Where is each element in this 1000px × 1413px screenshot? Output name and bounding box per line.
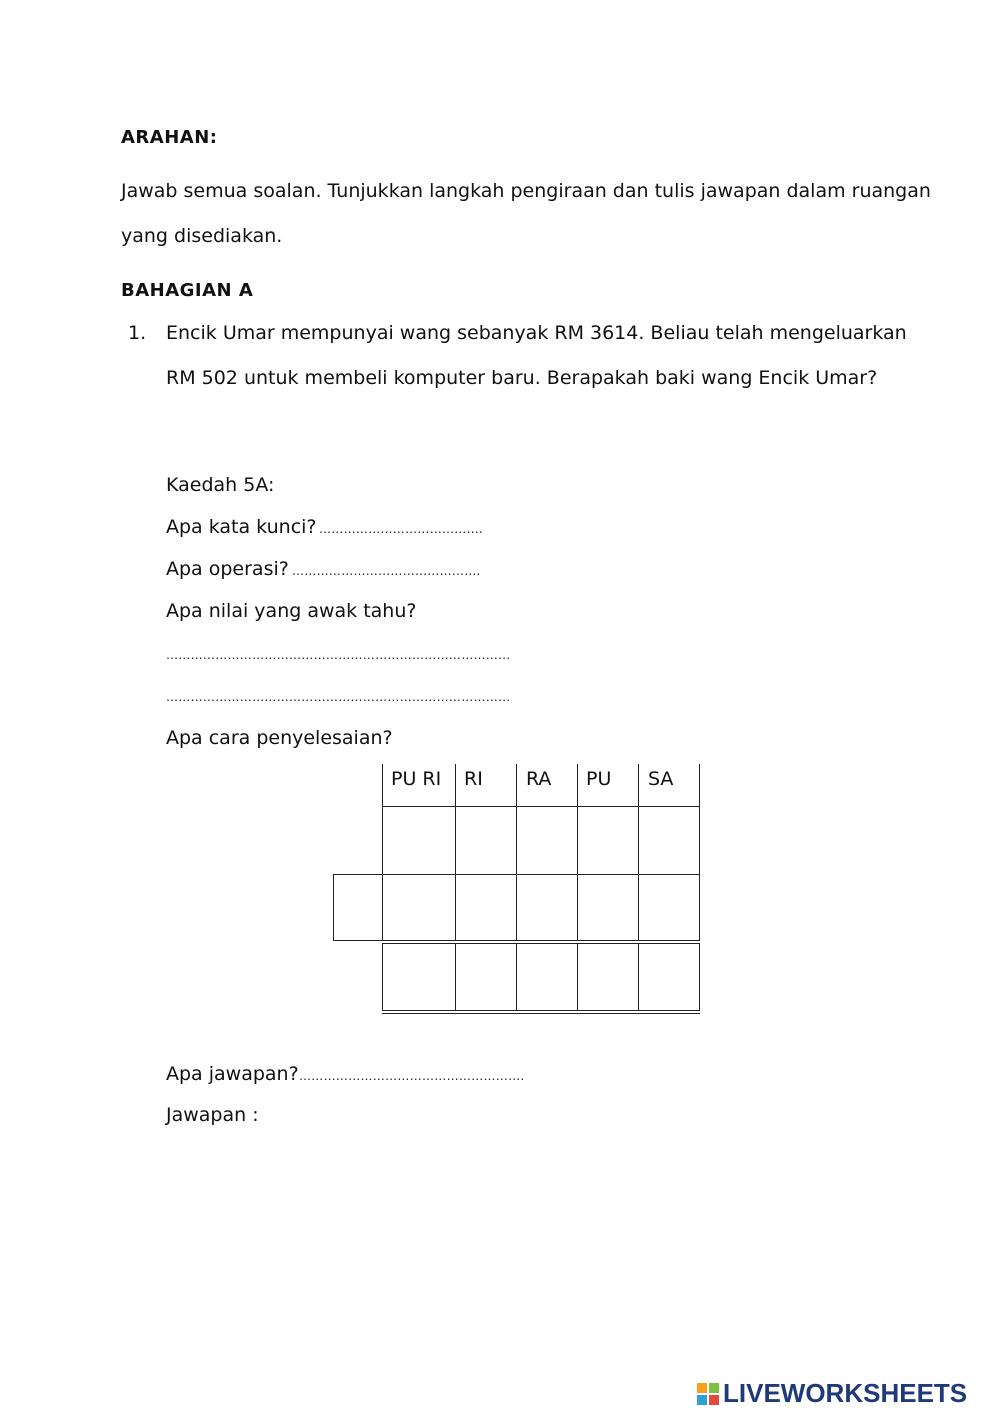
question-line-2: RM 502 untuk membeli komputer baru. Berapakah baki wang Encik Umar? xyxy=(166,367,878,389)
known-values-label: Apa nilai yang awak tahu? xyxy=(166,600,417,622)
answer-cell[interactable] xyxy=(455,806,517,875)
liveworksheets-logo xyxy=(697,1378,967,1409)
instructions-heading: ARAHAN: xyxy=(121,127,218,148)
logo-mark-icon xyxy=(697,1383,719,1405)
header-ribu: RI xyxy=(464,768,483,790)
answer-cell[interactable] xyxy=(638,806,700,875)
question-number: 1. xyxy=(128,322,147,344)
answer-label: Apa jawapan? xyxy=(166,1063,299,1085)
answer-cell[interactable] xyxy=(577,806,639,875)
table-header-divider xyxy=(455,764,456,806)
keyword-answer-line[interactable]: …………………………………. xyxy=(319,522,484,536)
answer-cell[interactable] xyxy=(516,874,578,941)
known-values-line-1[interactable]: ………………………………………………………………………… xyxy=(166,648,511,662)
section-heading: BAHAGIAN A xyxy=(121,280,254,301)
header-puluh: PU xyxy=(586,768,612,790)
result-underline xyxy=(382,1013,700,1014)
known-values-line-2[interactable]: ………………………………………………………………………… xyxy=(166,690,511,704)
answer-cell[interactable] xyxy=(455,874,517,941)
answer-cell[interactable] xyxy=(382,806,456,875)
solution-label: Apa cara penyelesaian? xyxy=(166,727,393,749)
logo-text: LIVEWORKSHEETS xyxy=(723,1378,968,1408)
question-line-1: Encik Umar mempunyai wang sebanyak RM 3614. Beliau telah mengeluarkan xyxy=(166,322,907,344)
table-header-divider xyxy=(638,764,639,806)
table-header-divider xyxy=(516,764,517,806)
header-puluh-ribu: PU RI xyxy=(391,768,442,790)
result-cell[interactable] xyxy=(455,943,517,1011)
method-title: Kaedah 5A: xyxy=(166,474,275,496)
operation-label: Apa operasi? xyxy=(166,558,289,580)
answer-cell[interactable] xyxy=(516,806,578,875)
header-sa: SA xyxy=(648,768,674,790)
answer-cell[interactable] xyxy=(577,874,639,941)
table-header-divider xyxy=(699,764,700,806)
operator-cell[interactable] xyxy=(333,874,383,941)
answer-line[interactable]: ………………………………………………. xyxy=(299,1069,525,1083)
instructions-line-1: Jawab semua soalan. Tunjukkan langkah pengiraan dan tulis jawapan dalam ruangan xyxy=(121,180,931,202)
result-cell[interactable] xyxy=(638,943,700,1011)
result-cell[interactable] xyxy=(516,943,578,1011)
keyword-label: Apa kata kunci? xyxy=(166,516,317,538)
result-cell[interactable] xyxy=(382,943,456,1011)
operation-answer-line[interactable]: ………………………………………. xyxy=(292,564,481,578)
final-answer-label: Jawapan : xyxy=(166,1104,259,1126)
table-header-divider xyxy=(382,764,383,806)
answer-cell[interactable] xyxy=(638,874,700,941)
answer-cell[interactable] xyxy=(382,874,456,941)
header-ratus: RA xyxy=(526,768,552,790)
result-cell[interactable] xyxy=(577,943,639,1011)
table-header-divider xyxy=(577,764,578,806)
instructions-line-2: yang disediakan. xyxy=(121,225,283,247)
